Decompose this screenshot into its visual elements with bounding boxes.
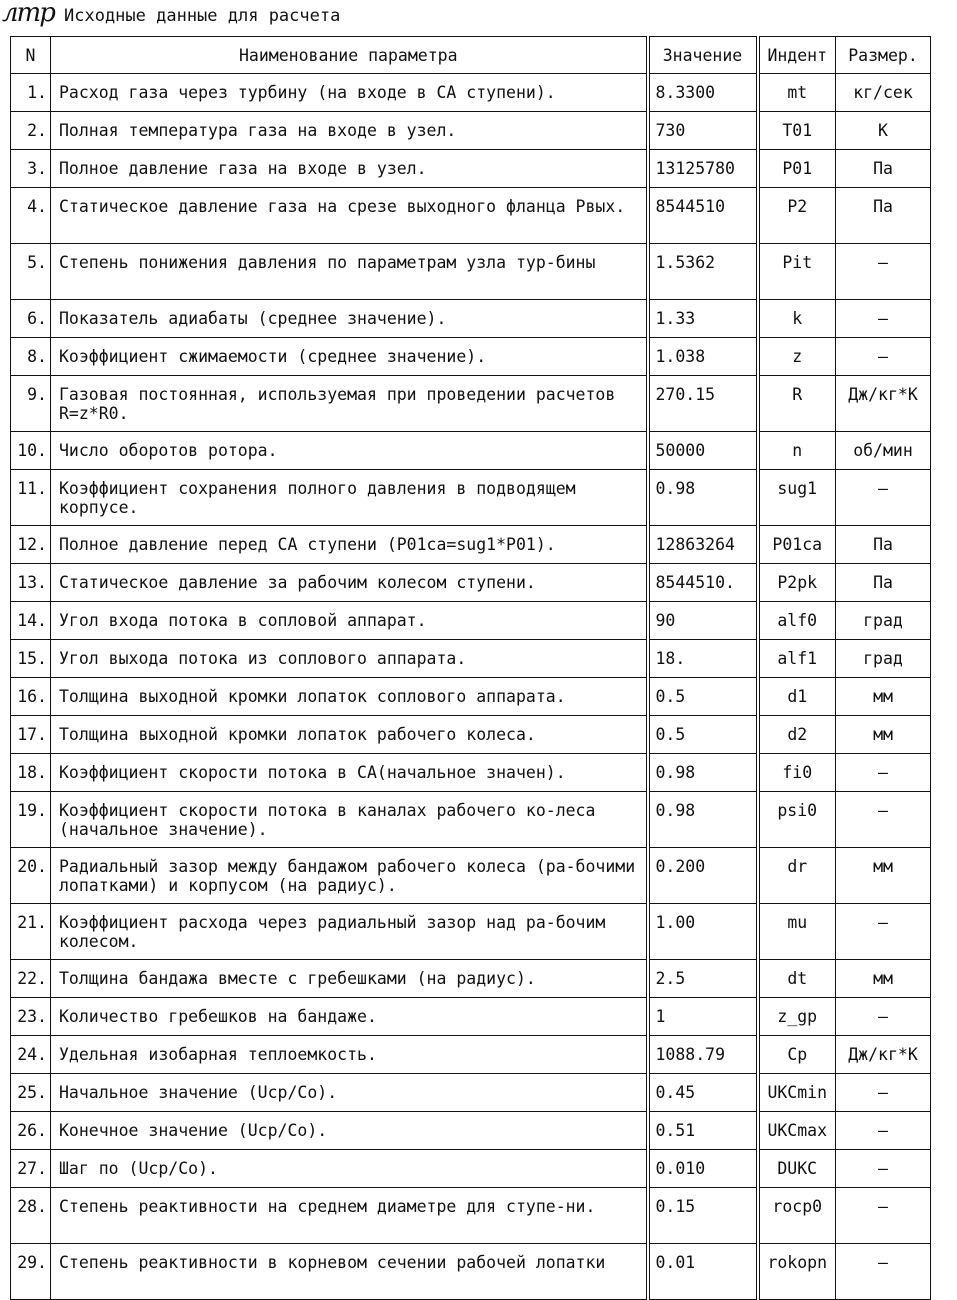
parameter-ident: dt [758,960,836,998]
parameter-value: 0.98 [648,792,758,848]
parameter-value: 1.038 [648,338,758,376]
parameter-value: 0.5 [648,678,758,716]
table-row [11,998,931,1036]
parameter-name: Статическое давление за рабочим колесом ступени. [51,564,648,602]
column-header-value: Значение [648,37,758,74]
parameter-unit: — [836,244,931,300]
table-row [11,188,931,244]
row-number: 16. [11,678,51,716]
parameter-ident: k [758,300,836,338]
parameter-name: Показатель адиабаты (среднее значение). [51,300,648,338]
parameter-value: 1 [648,998,758,1036]
table-row [11,1244,931,1300]
table-row [11,1150,931,1188]
parameter-name: Статическое давление газа на срезе выходного фланца Рвых. [51,188,648,244]
parameter-name: Шаг по (Ucp/Co). [51,1150,648,1188]
parameter-name: Коэффициент скорости потока в СА(начальное значен). [51,754,648,792]
parameter-value: 270.15 [648,376,758,432]
table-header-row [11,37,931,74]
column-header-unit: Размер. [836,37,931,74]
parameter-ident: d1 [758,678,836,716]
parameter-value: 0.45 [648,1074,758,1112]
parameter-name: Степень реактивности в корневом сечении рабочей лопатки [51,1244,648,1300]
parameter-ident: mt [758,74,836,112]
parameter-ident: alf0 [758,602,836,640]
handwritten-note: лтр [2,0,54,28]
parameter-ident: mu [758,904,836,960]
row-number: 6. [11,300,51,338]
row-number: 14. [11,602,51,640]
table-row [11,1112,931,1150]
table-row [11,640,931,678]
column-header-name: Наименование параметра [51,37,648,74]
parameter-unit: град [836,602,931,640]
parameter-ident: T01 [758,112,836,150]
parameter-ident: P01 [758,150,836,188]
row-number: 19. [11,792,51,848]
parameter-value: 12863264 [648,526,758,564]
parameter-ident: DUKC [758,1150,836,1188]
table-row [11,112,931,150]
parameter-unit: К [836,112,931,150]
parameter-value: 50000 [648,432,758,470]
parameter-ident: Pit [758,244,836,300]
column-header-n: N [11,37,51,74]
parameter-value: 1088.79 [648,1036,758,1074]
table-row [11,602,931,640]
parameter-unit: — [836,792,931,848]
parameter-value: 730 [648,112,758,150]
parameter-ident: rokopn [758,1244,836,1300]
parameter-name: Степень реактивности на среднем диаметре для ступе-ни. [51,1188,648,1244]
row-number: 23. [11,998,51,1036]
parameter-name: Полная температура газа на входе в узел. [51,112,648,150]
document-title: Исходные данные для расчета [64,6,341,26]
parameter-name: Толщина выходной кромки лопаток рабочего колеса. [51,716,648,754]
parameter-ident: z [758,338,836,376]
parameter-ident: P2pk [758,564,836,602]
parameter-ident: Cp [758,1036,836,1074]
row-number: 20. [11,848,51,904]
table-row [11,904,931,960]
parameter-value: 8544510. [648,564,758,602]
table-row [11,1188,931,1244]
row-number: 1. [11,74,51,112]
parameter-ident: rocp0 [758,1188,836,1244]
row-number: 2. [11,112,51,150]
parameter-unit: Дж/кг*К [836,376,931,432]
parameter-ident: z_gp [758,998,836,1036]
parameter-unit: Па [836,150,931,188]
parameter-name: Полное давление газа на входе в узел. [51,150,648,188]
parameter-unit: об/мин [836,432,931,470]
parameter-name: Конечное значение (Ucp/Co). [51,1112,648,1150]
parameter-value: 8.3300 [648,74,758,112]
parameter-name: Степень понижения давления по параметрам узла тур-бины [51,244,648,300]
parameter-ident: P01ca [758,526,836,564]
table-row [11,300,931,338]
table-row [11,338,931,376]
row-number: 8. [11,338,51,376]
parameter-name: Начальное значение (Ucp/Co). [51,1074,648,1112]
row-number: 5. [11,244,51,300]
parameter-value: 13125780 [648,150,758,188]
table-row [11,74,931,112]
parameter-ident: UKCmin [758,1074,836,1112]
table-row [11,1036,931,1074]
row-number: 15. [11,640,51,678]
parameter-value: 1.5362 [648,244,758,300]
parameter-unit: — [836,998,931,1036]
parameter-ident: psi0 [758,792,836,848]
parameter-ident: fi0 [758,754,836,792]
table-row [11,678,931,716]
row-number: 22. [11,960,51,998]
parameter-unit: — [836,1188,931,1244]
parameter-ident: sug1 [758,470,836,526]
parameter-value: 8544510 [648,188,758,244]
row-number: 18. [11,754,51,792]
row-number: 4. [11,188,51,244]
parameter-unit: Па [836,526,931,564]
parameter-name: Коэффициент сжимаемости (среднее значение). [51,338,648,376]
parameter-name: Радиальный зазор между бандажом рабочего колеса (ра-бочими лопатками) и корпусом (на радиус). [51,848,648,904]
parameter-value: 0.51 [648,1112,758,1150]
parameter-unit: Па [836,564,931,602]
parameter-ident: P2 [758,188,836,244]
parameter-unit: — [836,1112,931,1150]
parameter-unit: — [836,470,931,526]
row-number: 27. [11,1150,51,1188]
row-number: 28. [11,1188,51,1244]
parameter-value: 0.200 [648,848,758,904]
parameter-ident: dr [758,848,836,904]
parameter-name: Газовая постоянная, используемая при проведении расчетов R=z*R0. [51,376,648,432]
row-number: 9. [11,376,51,432]
table-row [11,754,931,792]
parameter-name: Число оборотов ротора. [51,432,648,470]
parameter-value: 0.15 [648,1188,758,1244]
parameter-value: 0.98 [648,470,758,526]
parameter-unit: — [836,1150,931,1188]
parameter-value: 1.33 [648,300,758,338]
parameter-unit: — [836,754,931,792]
parameters-table [10,36,931,1300]
parameter-unit: Дж/кг*К [836,1036,931,1074]
parameter-name: Расход газа через турбину (на входе в СА ступени). [51,74,648,112]
parameter-value: 1.00 [648,904,758,960]
table-row [11,432,931,470]
parameter-name: Полное давление перед СА ступени (P01ca=sug1*P01). [51,526,648,564]
row-number: 11. [11,470,51,526]
parameter-unit: мм [836,716,931,754]
row-number: 24. [11,1036,51,1074]
parameter-unit: мм [836,848,931,904]
parameter-value: 2.5 [648,960,758,998]
parameter-value: 18. [648,640,758,678]
row-number: 29. [11,1244,51,1300]
table-row [11,150,931,188]
table-row [11,564,931,602]
table-row [11,848,931,904]
parameter-unit: — [836,904,931,960]
parameter-name: Коэффициент сохранения полного давления в подводящем корпусе. [51,470,648,526]
row-number: 13. [11,564,51,602]
table-row [11,1074,931,1112]
table-row [11,244,931,300]
parameter-name: Количество гребешков на бандаже. [51,998,648,1036]
column-header-ident: Индент [758,37,836,74]
row-number: 21. [11,904,51,960]
parameter-ident: alf1 [758,640,836,678]
parameter-name: Толщина бандажа вместе с гребешками (на радиус). [51,960,648,998]
row-number: 17. [11,716,51,754]
parameter-ident: R [758,376,836,432]
parameter-value: 0.5 [648,716,758,754]
parameter-name: Угол выхода потока из соплового аппарата. [51,640,648,678]
parameter-name: Коэффициент скорости потока в каналах рабочего ко-леса (начальное значение). [51,792,648,848]
parameter-unit: — [836,1074,931,1112]
parameter-name: Угол входа потока в сопловой аппарат. [51,602,648,640]
parameter-unit: — [836,300,931,338]
table-row [11,792,931,848]
parameter-unit: мм [836,678,931,716]
parameter-ident: UKCmax [758,1112,836,1150]
row-number: 26. [11,1112,51,1150]
parameter-name: Коэффициент расхода через радиальный зазор над ра-бочим колесом. [51,904,648,960]
parameter-unit: мм [836,960,931,998]
parameter-value: 90 [648,602,758,640]
parameter-name: Толщина выходной кромки лопаток соплового аппарата. [51,678,648,716]
row-number: 3. [11,150,51,188]
table-row [11,716,931,754]
table-row [11,526,931,564]
parameter-unit: град [836,640,931,678]
row-number: 25. [11,1074,51,1112]
parameter-value: 0.98 [648,754,758,792]
parameter-unit: — [836,338,931,376]
parameter-ident: n [758,432,836,470]
table-row [11,376,931,432]
parameter-unit: кг/сек [836,74,931,112]
parameter-value: 0.010 [648,1150,758,1188]
table-row [11,960,931,998]
parameter-unit: — [836,1244,931,1300]
parameter-name: Удельная изобарная теплоемкость. [51,1036,648,1074]
table-row [11,470,931,526]
parameter-value: 0.01 [648,1244,758,1300]
row-number: 10. [11,432,51,470]
row-number: 12. [11,526,51,564]
parameter-unit: Па [836,188,931,244]
parameter-ident: d2 [758,716,836,754]
